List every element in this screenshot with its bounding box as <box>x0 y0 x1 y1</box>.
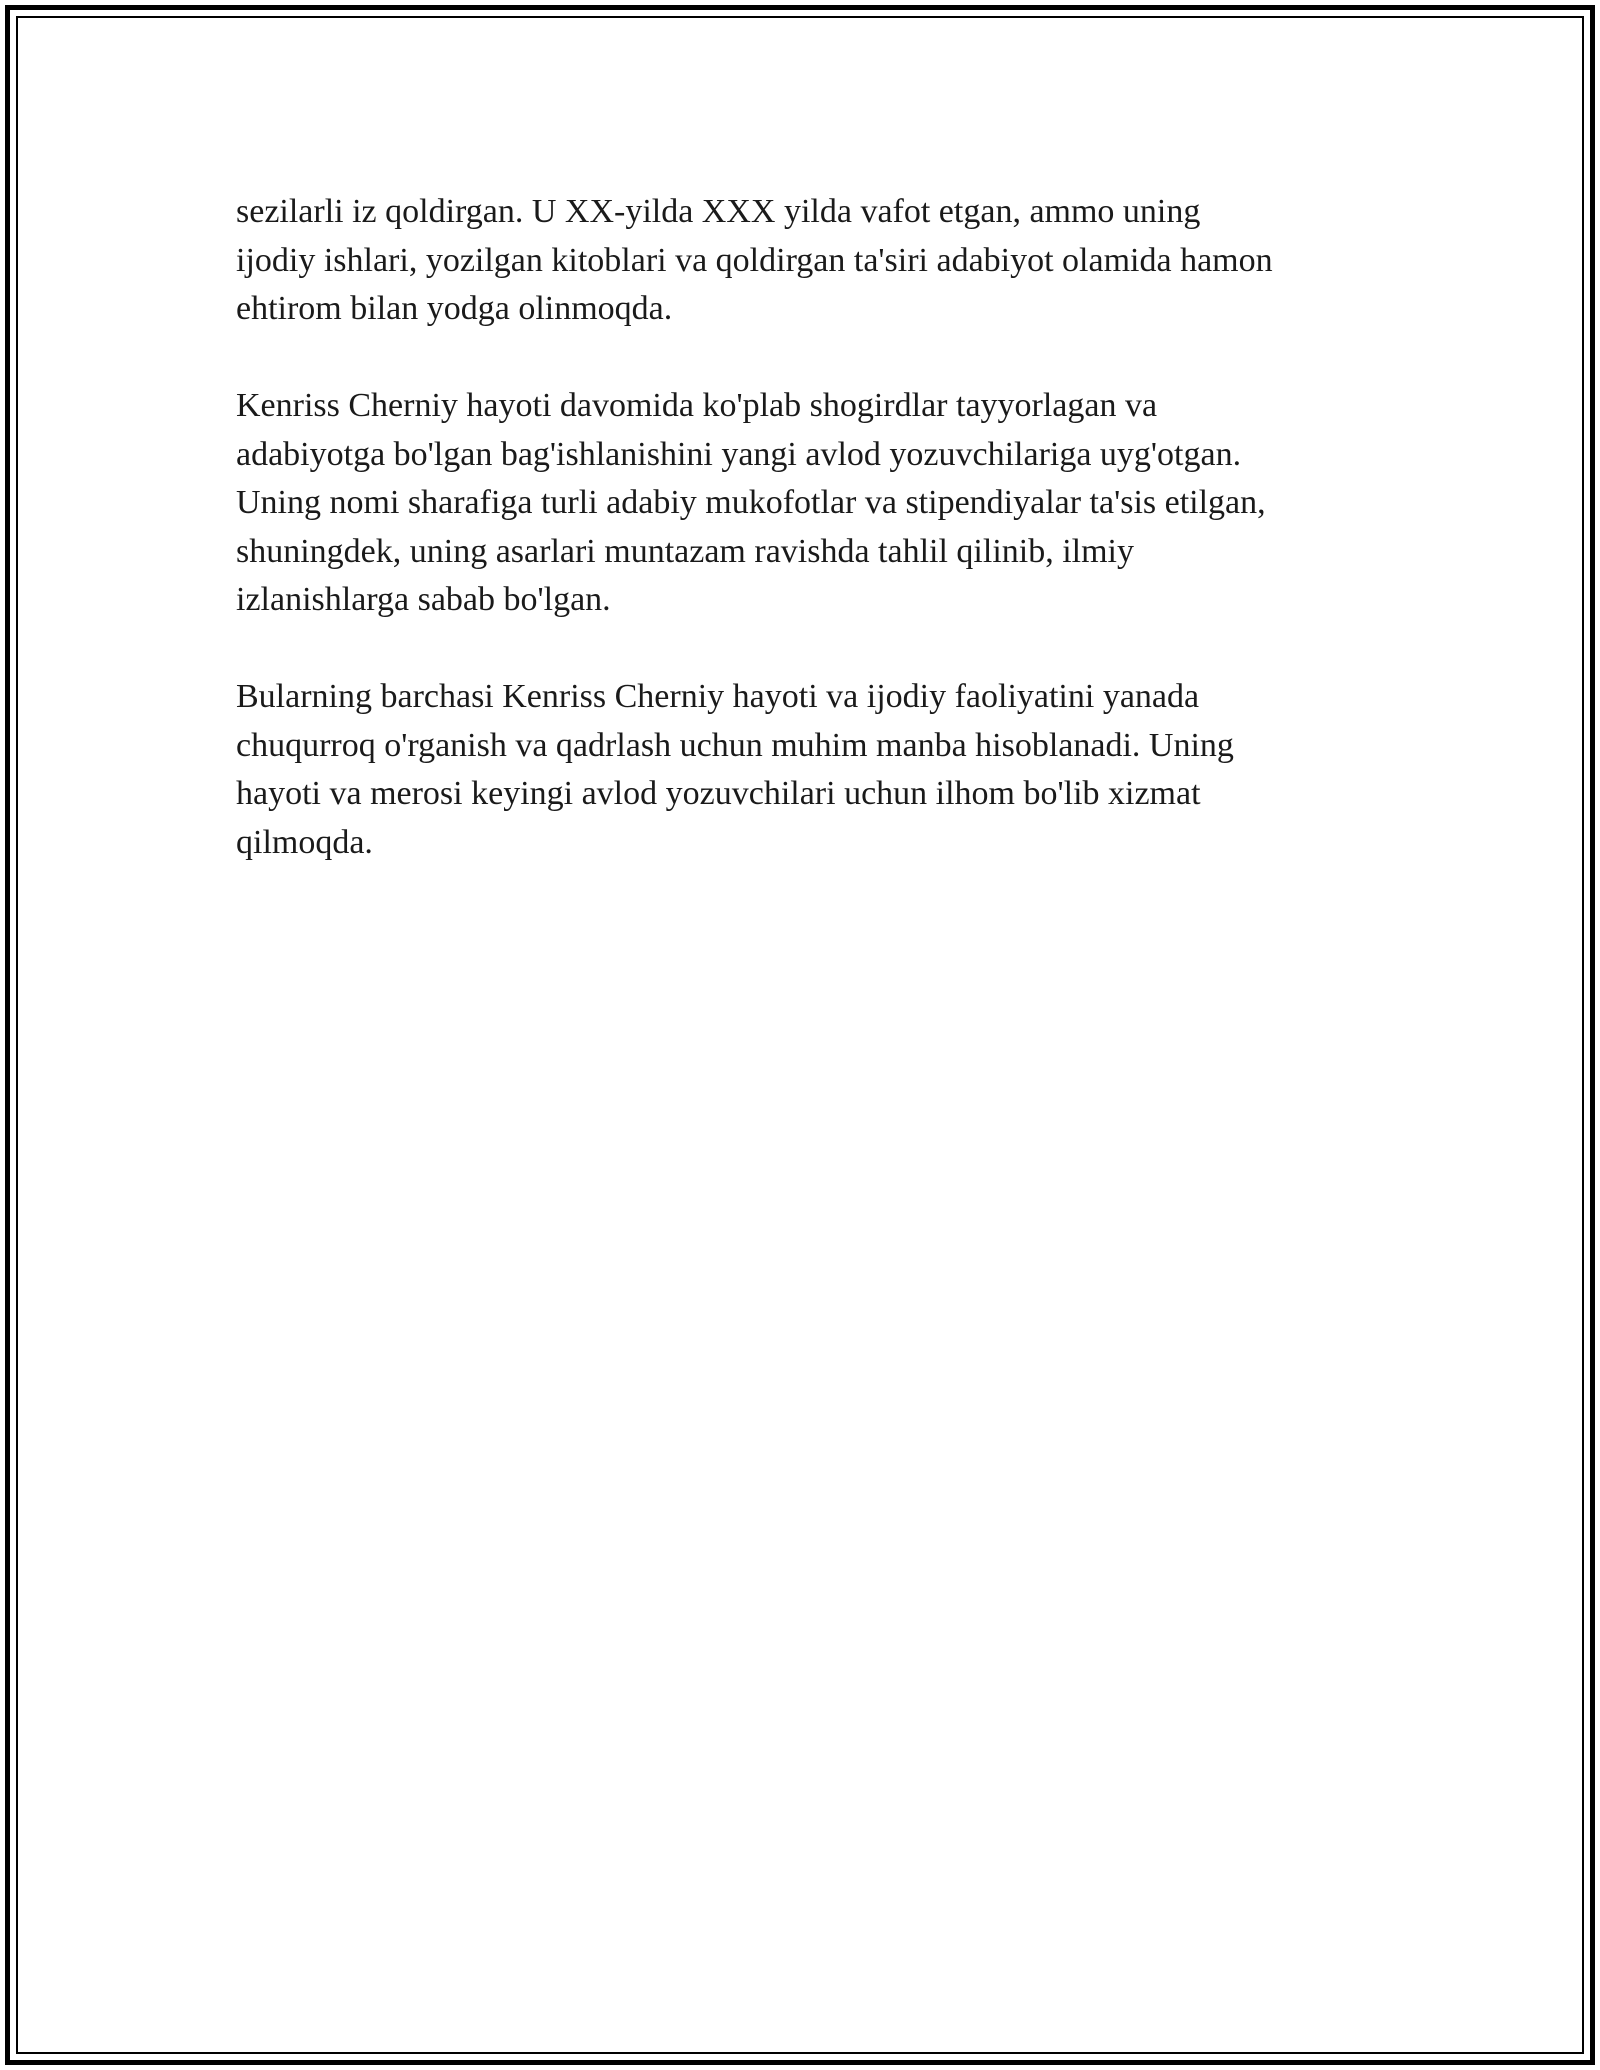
text-line: ehtirom bilan yodga olinmoqda. <box>236 290 673 327</box>
document-body <box>236 188 1376 916</box>
paragraph-3 <box>236 673 1376 867</box>
text-line: sezilarli iz qoldirgan. U XX-yilda XXX yilda vafot etgan, ammo uning <box>236 193 1201 230</box>
text-line: Uning nomi sharafiga turli adabiy mukofotlar va stipendiyalar ta'sis etilgan, <box>236 484 1266 521</box>
paragraph-2 <box>236 382 1376 625</box>
text-line: chuqurroq o'rganish va qadrlash uchun muhim manba hisoblanadi. Uning <box>236 726 1234 764</box>
text-line: Bularning barchasi Kenriss Cherniy hayoti va ijodiy faoliyatini yanada <box>236 678 1200 715</box>
text-line: Kenriss Cherniy hayoti davomida ko'plab shogirdlar tayyorlagan va <box>236 387 1158 424</box>
text-line: qilmoqda. <box>236 823 373 861</box>
paragraph-1 <box>236 188 1376 334</box>
text-line: izlanishlarga sabab bo'lgan. <box>236 581 611 618</box>
text-line: ijodiy ishlari, yozilgan kitoblari va qoldirgan ta'siri adabiyot olamida hamon <box>236 241 1273 279</box>
text-line: adabiyotga bo'lgan bag'ishlanishini yangi avlod yozuvchilariga uyg'otgan. <box>236 435 1242 473</box>
text-line: shuningdek, uning asarlari muntazam ravishda tahlil qilinib, ilmiy <box>236 532 1134 570</box>
text-line: hayoti va merosi keyingi avlod yozuvchilari uchun ilhom bo'lib xizmat <box>236 775 1201 812</box>
